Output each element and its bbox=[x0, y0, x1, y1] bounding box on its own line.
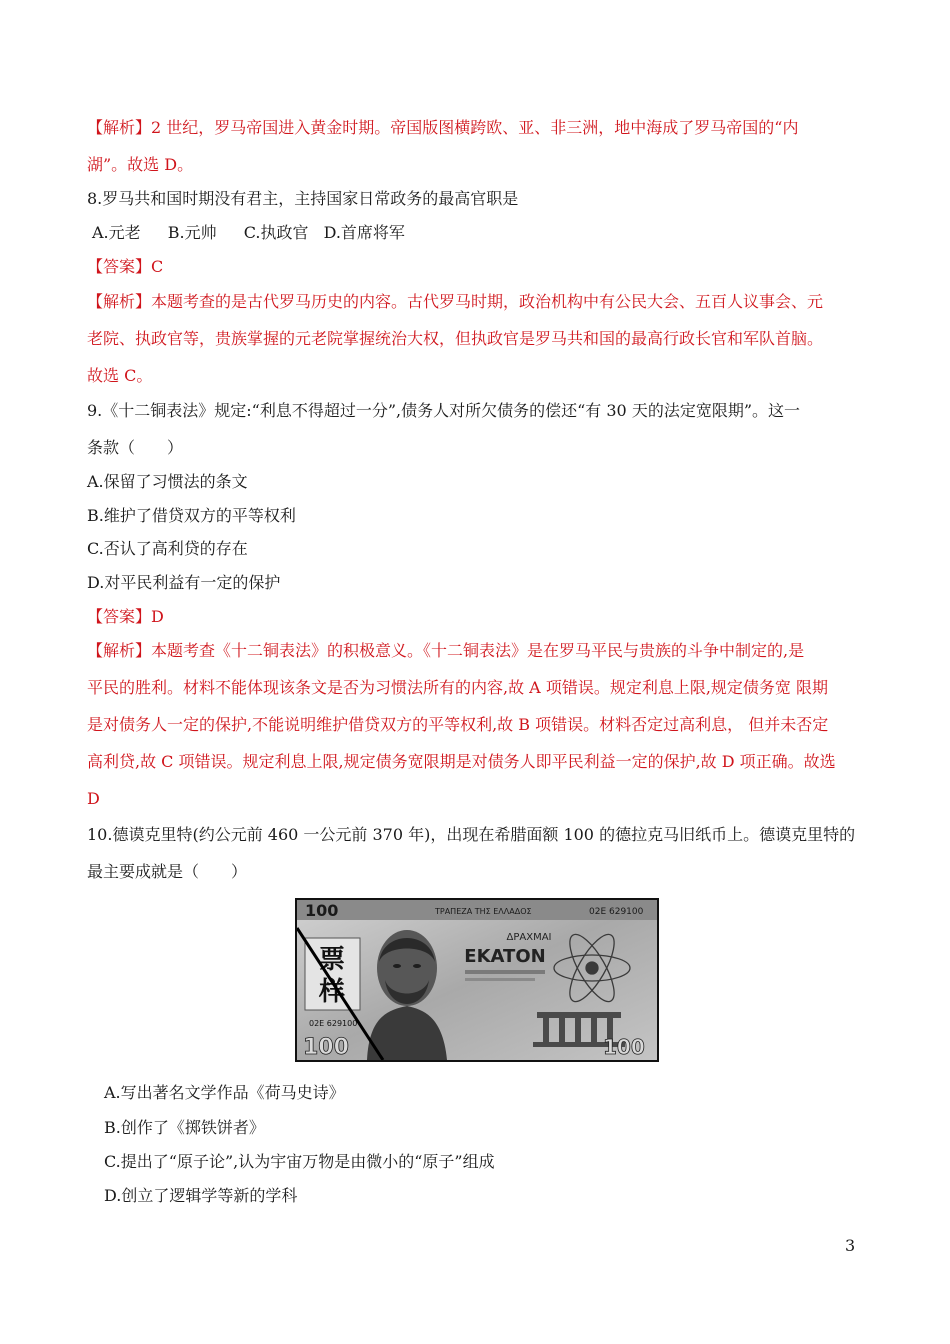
q9-analysis-line-4: 高利贷,故 C 项错误。规定利息上限,规定债务宽限期是对债务人即平民利益一定的保护,故 D 项正确。故选 bbox=[87, 752, 836, 771]
q8-question: 8.罗马共和国时期没有君主，主持国家日常政务的最高官职是 bbox=[87, 189, 519, 208]
q8-analysis-line-2: 老院、执政官等，贵族掌握的元老院掌握统治大权，但执政官是罗马共和国的最高行政长官和军队首脑。 bbox=[87, 329, 824, 348]
q8-options bbox=[92, 222, 427, 244]
q10-option-b: B.创作了《掷铁饼者》 bbox=[104, 1118, 265, 1137]
q10-question-line-2: 最主要成就是（ ） bbox=[87, 862, 248, 881]
q9-option-a: A.保留了习惯法的条文 bbox=[87, 472, 248, 491]
q8-answer: 【答案】C bbox=[87, 257, 164, 276]
q8-option-c: C.执政官 bbox=[243, 223, 309, 242]
q9-option-d: D.对平民利益有一定的保护 bbox=[87, 573, 281, 592]
q10-question-line-1: 10.德谟克里特(约公元前 460 一公元前 370 年)，出现在希腊面额 100 的德拉克马旧纸币上。德谟克里特的 bbox=[87, 825, 856, 844]
q9-question-line-2: 条款（ ） bbox=[87, 438, 184, 457]
q8-option-d: D.首席将军 bbox=[323, 223, 405, 242]
banknote-serial-left: 02E 629100 bbox=[309, 1019, 358, 1028]
q9-option-c: C.否认了高利贷的存在 bbox=[87, 539, 248, 558]
q10-option-a: A.写出著名文学作品《荷马史诗》 bbox=[104, 1083, 345, 1102]
banknote-stamp-char-1: 票 bbox=[318, 945, 346, 975]
q8-analysis-line-1: 【解析】本题考查的是古代罗马历史的内容。古代罗马时期，政治机构中有公民大会、五百人议事会、元 bbox=[87, 292, 824, 311]
q8-option-b: B.元帅 bbox=[167, 223, 217, 242]
q9-analysis-line-2: 平民的胜利。材料不能体现该条文是否为习惯法所有的内容,故 A 项错误。规定利息上限,规定债务宽 限期 bbox=[87, 678, 828, 697]
banknote-bank-name: ΤΡΑΠΕΖΑ ΤΗΣ ΕΛΛΑΔΟΣ bbox=[435, 907, 532, 916]
banknote-stamp-char-2: 样 bbox=[318, 977, 346, 1007]
banknote-serial-top: 02E 629100 bbox=[589, 907, 644, 917]
banknote-amount-word: EKATON bbox=[464, 946, 546, 967]
page-number: 3 bbox=[845, 1236, 856, 1255]
q10-option-c: C.提出了“原子论”,认为宇宙万物是由微小的“原子”组成 bbox=[104, 1152, 495, 1171]
q8-option-a: A.元老 bbox=[92, 223, 141, 242]
q9-analysis-line-5: D bbox=[87, 789, 100, 808]
banknote-image bbox=[295, 898, 659, 1062]
banknote-denomination-top-left: 100 bbox=[305, 901, 339, 920]
q9-answer: 【答案】D bbox=[87, 607, 164, 626]
q8-analysis-line-3: 故选 C。 bbox=[87, 366, 153, 385]
banknote-currency-text: ΔΡΑΧΜΑΙ bbox=[506, 932, 552, 943]
q9-question-line-1: 9.《十二铜表法》规定:“利息不得超过一分”,债务人对所欠债务的偿还“有 30 天的法定宽限期”。这一 bbox=[87, 401, 800, 420]
q7-analysis-line-1: 【解析】2 世纪，罗马帝国进入黄金时期。帝国版图横跨欧、亚、非三洲，地中海成了罗马帝国的“内 bbox=[87, 118, 799, 137]
q9-option-b: B.维护了借贷双方的平等权利 bbox=[87, 506, 296, 525]
q9-analysis-line-1: 【解析】本题考查《十二铜表法》的积极意义。《十二铜表法》是在罗马平民与贵族的斗争中制定的,是 bbox=[87, 641, 805, 660]
banknote-denomination-bottom-left: 100 bbox=[303, 1035, 349, 1060]
banknote-denomination-bottom-right: 100 bbox=[603, 1035, 645, 1059]
q10-option-d: D.创立了逻辑学等新的学科 bbox=[104, 1186, 298, 1205]
q9-analysis-line-3: 是对债务人一定的保护,不能说明维护借贷双方的平等权利,故 B 项错误。材料否定过高利息， 但并未否定 bbox=[87, 715, 829, 734]
banknote-illustration bbox=[297, 900, 657, 1060]
q7-analysis-line-2: 湖”。故选 D。 bbox=[87, 155, 194, 174]
